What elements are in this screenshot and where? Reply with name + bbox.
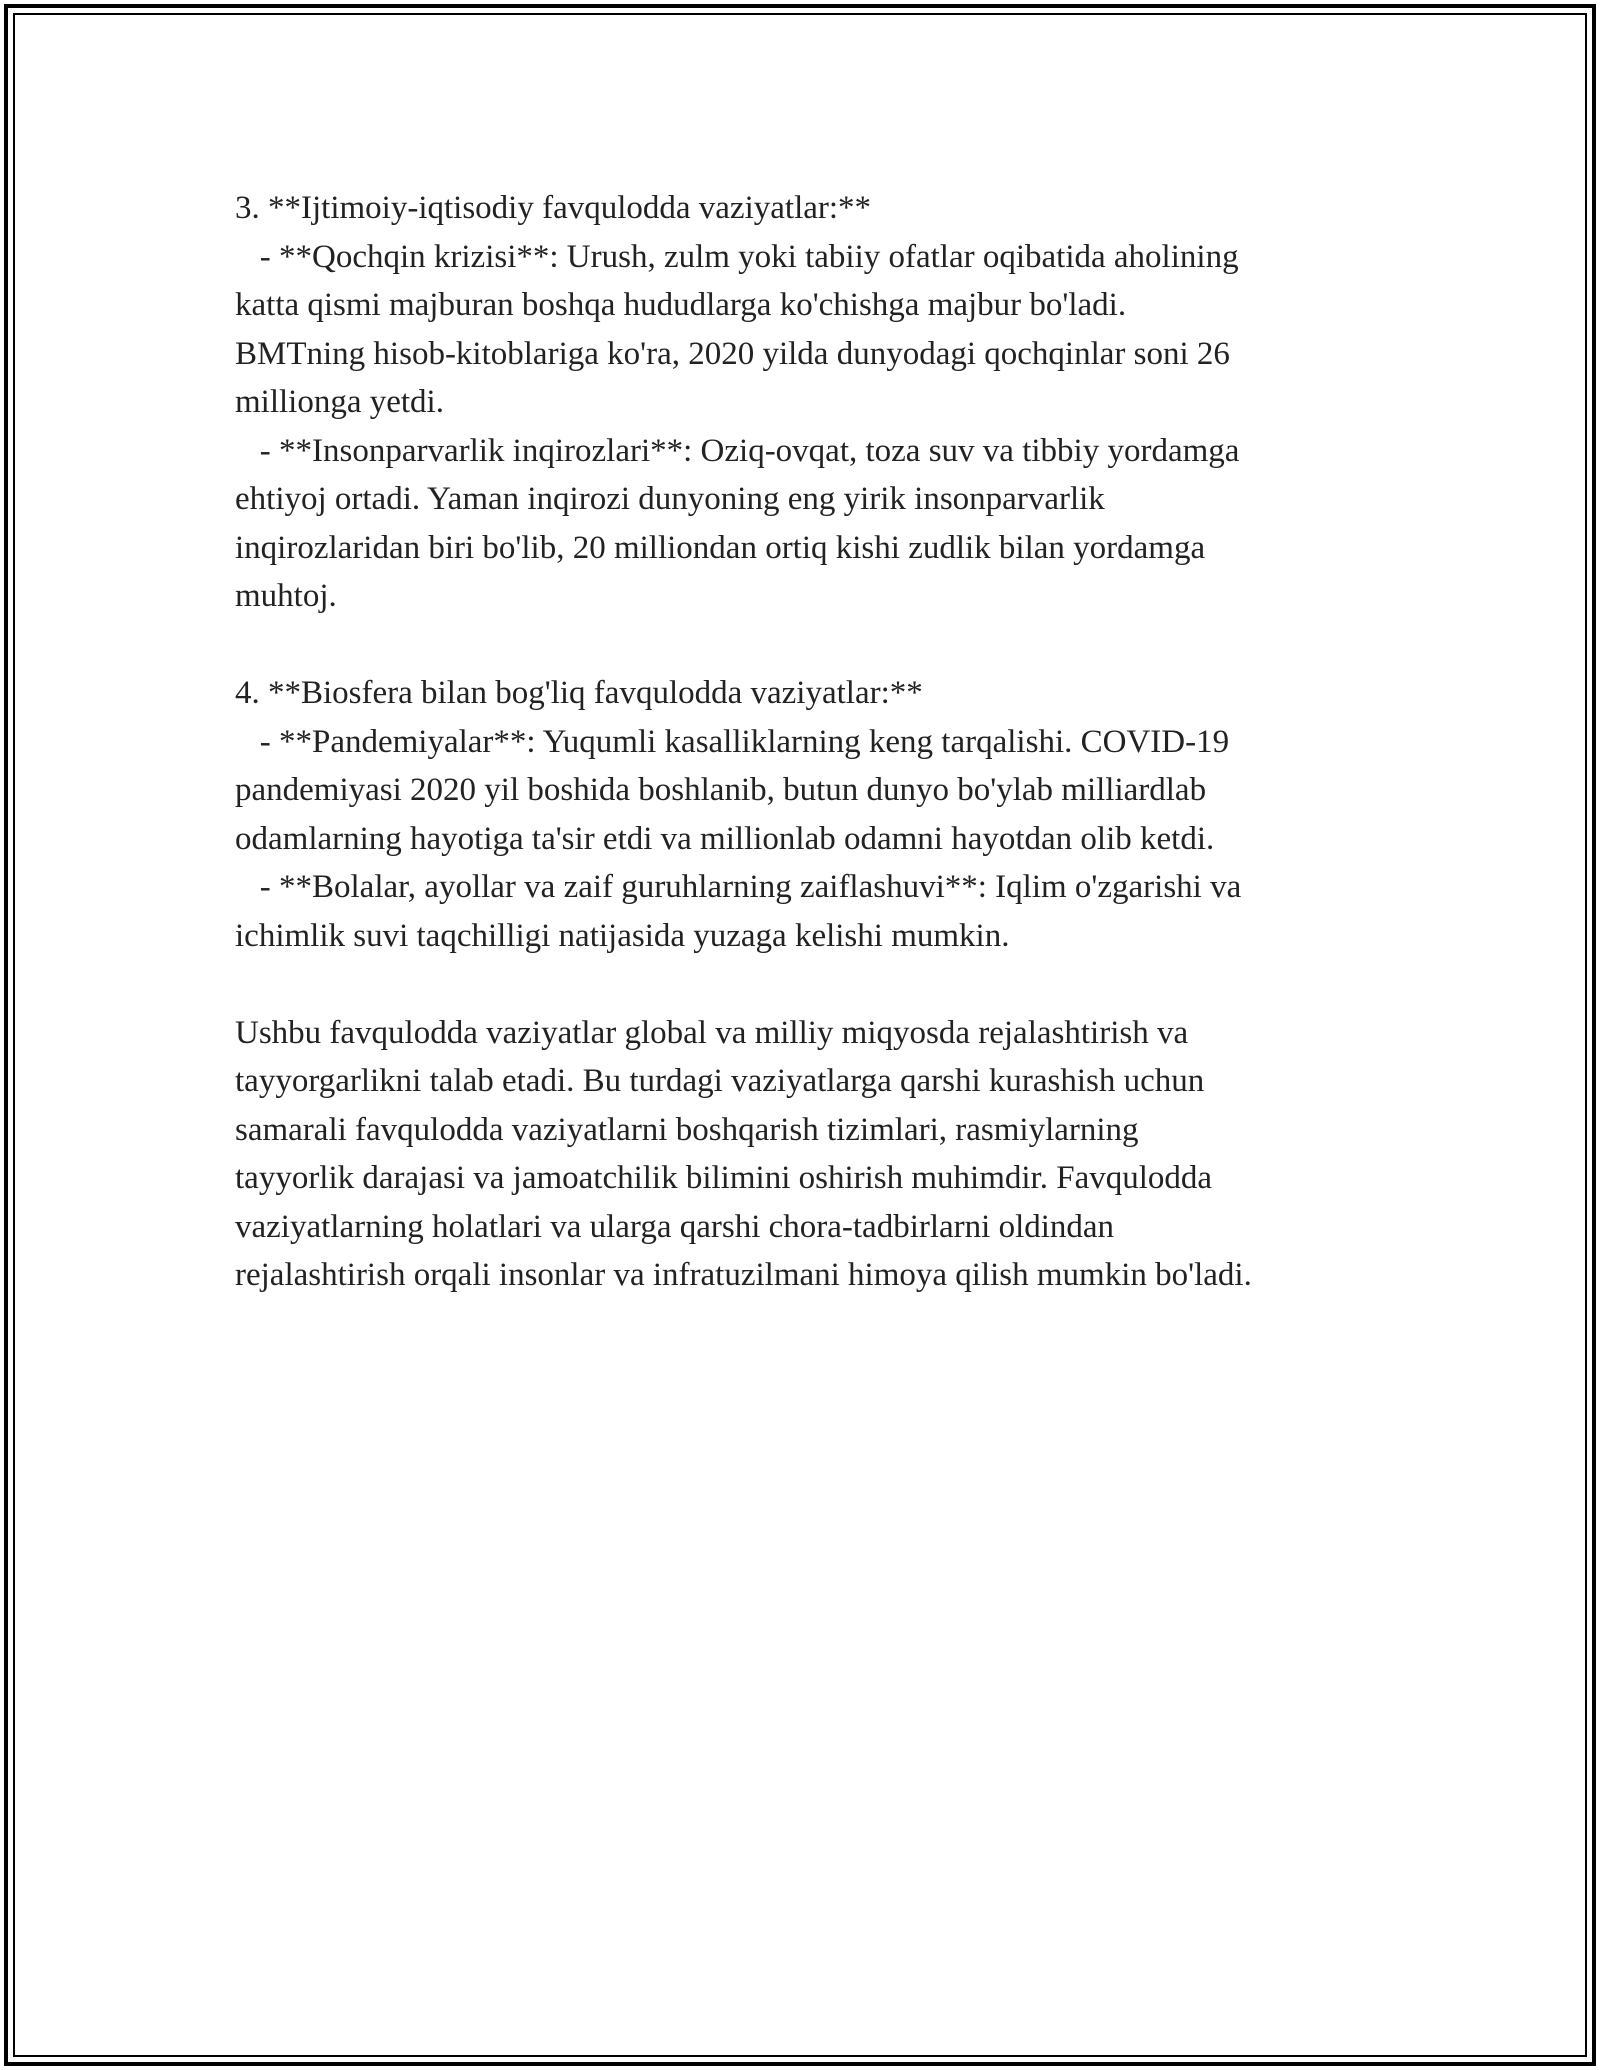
section-4-line: pandemiyasi 2020 yil boshida boshlanib, butun dunyo bo'ylab milliardlab <box>235 772 1207 808</box>
conclusion-line: tayyorgarlikni talab etadi. Bu turdagi vaziyatlarga qarshi kurashish uchun <box>235 1063 1205 1099</box>
section-4-line: - **Bolalar, ayollar va zaif guruhlarning zaiflashuvi**: Iqlim o'zgarishi va <box>235 869 1242 905</box>
section-4-line: - **Pandemiyalar**: Yuqumli kasalliklarning keng tarqalishi. COVID-19 <box>235 723 1230 760</box>
section-3-line: millionga yetdi. <box>235 384 444 420</box>
section-3-line: - **Qochqin krizisi**: Urush, zulm yoki tabiiy ofatlar oqibatida aholining <box>235 238 1239 275</box>
section-3-line: ehtiyoj ortadi. Yaman inqirozi dunyoning eng yirik insonparvarlik <box>235 481 1105 517</box>
paragraph-spacer <box>235 621 1415 670</box>
section-3-line: katta qismi majburan boshqa hududlarga ko'chishga majbur bo'ladi. <box>235 287 1127 323</box>
conclusion-line: tayyorlik darajasi va jamoatchilik bilimini oshirish muhimdir. Favqulodda <box>235 1160 1213 1196</box>
document-body <box>235 184 1415 1300</box>
section-4-line: ichimlik suvi taqchilligi natijasida yuzaga kelishi mumkin. <box>235 917 1010 954</box>
section-3 <box>235 184 1415 621</box>
conclusion-paragraph <box>235 1009 1415 1300</box>
section-4 <box>235 669 1415 960</box>
conclusion-line: Ushbu favqulodda vaziyatlar global va milliy miqyosda rejalashtirish va <box>235 1014 1189 1051</box>
paragraph-spacer <box>235 960 1415 1009</box>
section-3-heading: 3. **Ijtimoiy-iqtisodiy favqulodda vaziyatlar:** <box>235 190 872 226</box>
section-3-line: - **Insonparvarlik inqirozlari**: Oziq-ovqat, toza suv va tibbiy yordamga <box>235 432 1240 469</box>
section-3-line: inqirozlaridan biri bo'lib, 20 milliondan ortiq kishi zudlik bilan yordamga <box>235 529 1206 566</box>
section-4-line: odamlarning hayotiga ta'sir etdi va millionlab odamni hayotdan olib ketdi. <box>235 820 1215 857</box>
section-3-line: muhtoj. <box>235 578 337 614</box>
section-3-line: BMTning hisob-kitoblariga ko'ra, 2020 yilda dunyodagi qochqinlar soni 26 <box>235 335 1230 372</box>
section-4-heading: 4. **Biosfera bilan bog'liq favqulodda vaziyatlar:** <box>235 675 923 711</box>
conclusion-line: samarali favqulodda vaziyatlarni boshqarish tizimlari, rasmiylarning <box>235 1111 1139 1148</box>
conclusion-line: rejalashtirish orqali insonlar va infratuzilmani himoya qilish mumkin bo'ladi. <box>235 1257 1252 1293</box>
conclusion-line: vaziyatlarning holatlari va ularga qarshi chora-tadbirlarni oldindan <box>235 1208 1115 1245</box>
